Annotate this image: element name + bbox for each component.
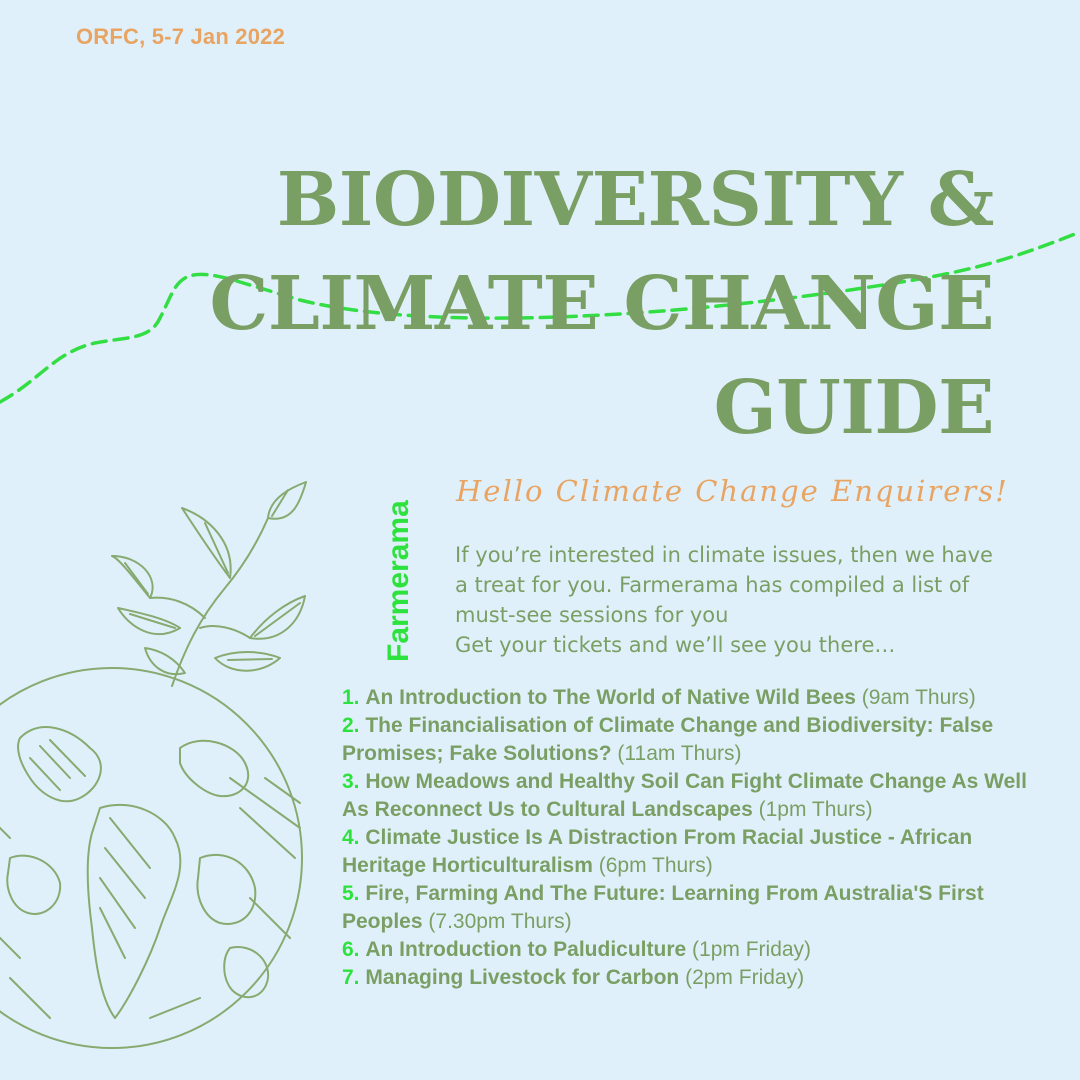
session-title: Climate Justice Is A Distraction From Racial Justice - African Heritage Horticulturalism	[342, 826, 973, 877]
session-time: (7.30pm Thurs)	[428, 910, 572, 933]
session-title: Managing Livestock for Carbon	[365, 966, 680, 989]
session-time: (11am Thurs)	[617, 742, 742, 765]
intro-line: a treat for you. Farmerama has compiled a list of	[455, 573, 970, 597]
session-item	[342, 712, 1054, 768]
title-line-1: BIODIVERSITY &	[276, 157, 994, 243]
greeting-heading: Hello Climate Change Enquirers!	[456, 474, 1009, 508]
session-number: 4.	[342, 826, 360, 849]
session-time: (1pm Thurs)	[758, 798, 873, 821]
title-line-3: GUIDE	[713, 365, 994, 451]
globe-outline	[0, 668, 302, 1048]
session-item	[342, 768, 1054, 824]
session-title: How Meadows and Healthy Soil Can Fight Climate Change As Well As Reconnect Us to Cultural Landscapes	[342, 770, 1027, 821]
event-dates: ORFC, 5-7 Jan 2022	[76, 24, 286, 49]
session-item	[342, 684, 1054, 712]
session-item	[342, 824, 1054, 880]
session-number: 7.	[342, 966, 360, 989]
session-title: The Financialisation of Climate Change and Biodiversity: False Promises; Fake Solutions?	[342, 714, 994, 765]
brand-name: Farmerama	[382, 500, 415, 662]
sprout-stem	[172, 518, 268, 686]
session-title: An Introduction to Paludiculture	[365, 938, 687, 961]
session-item	[342, 964, 1054, 992]
intro-line: If you’re interested in climate issues, then we have	[455, 543, 993, 567]
session-list	[342, 684, 1054, 992]
session-item	[342, 936, 1054, 964]
session-item	[342, 880, 1054, 936]
session-title: Fire, Farming And The Future: Learning From Australia'S First Peoples	[342, 882, 984, 933]
intro-line: must-see sessions for you	[455, 603, 729, 627]
intro-line: Get your tickets and we’ll see you there…	[455, 633, 896, 657]
page-title	[54, 148, 994, 460]
leaf	[215, 652, 280, 671]
session-time: (6pm Thurs)	[598, 854, 713, 877]
continent-shape	[180, 741, 248, 796]
continent-shape	[224, 947, 268, 997]
session-number: 3.	[342, 770, 360, 793]
intro-text	[455, 540, 1035, 660]
session-number: 5.	[342, 882, 360, 905]
session-number: 1.	[342, 686, 360, 709]
title-line-2: CLIMATE CHANGE	[209, 261, 994, 347]
continent-shape	[7, 856, 60, 914]
session-time: (1pm Friday)	[692, 938, 812, 961]
leaf	[250, 596, 305, 639]
leaf	[118, 608, 180, 634]
session-time: (9am Thurs)	[861, 686, 976, 709]
globe-sprout-illustration	[0, 478, 340, 1080]
leaf	[145, 648, 185, 674]
session-title: An Introduction to The World of Native Wild Bees	[365, 686, 856, 709]
leaf	[182, 508, 231, 578]
session-number: 2.	[342, 714, 360, 737]
continent-shape	[197, 855, 255, 924]
session-number: 6.	[342, 938, 360, 961]
session-time: (2pm Friday)	[685, 966, 805, 989]
